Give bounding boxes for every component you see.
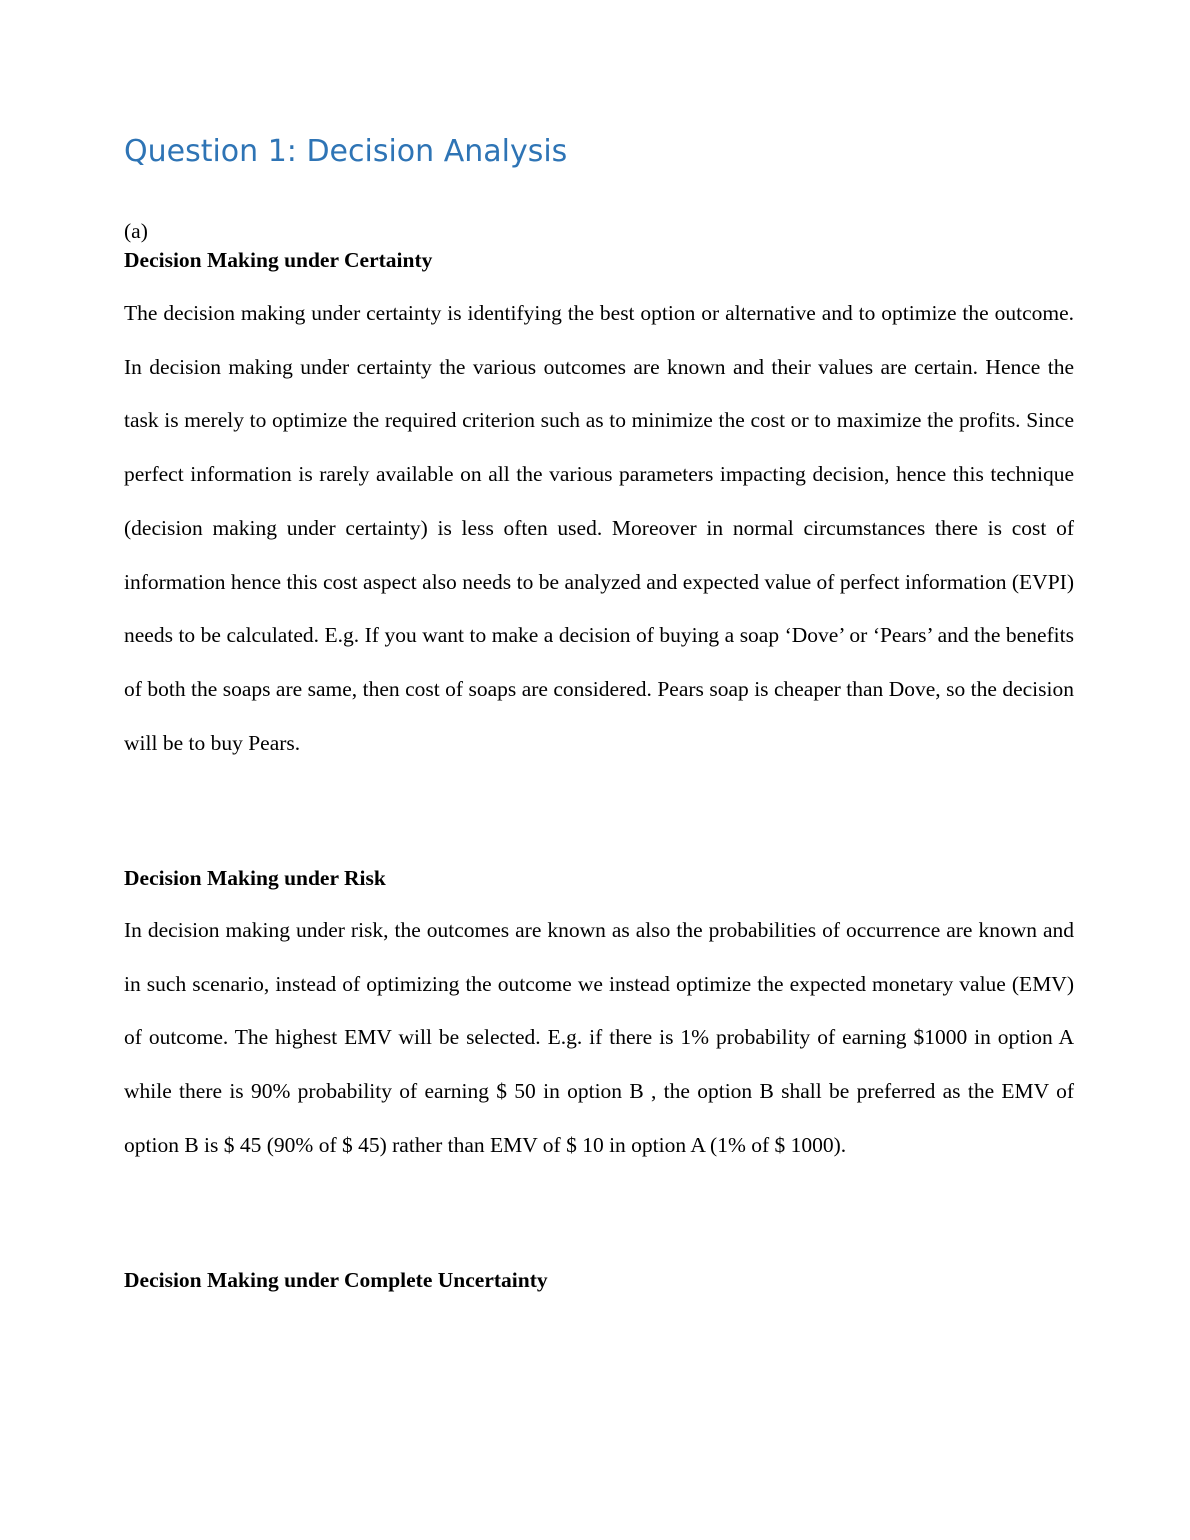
page-title: Question 1: Decision Analysis [124,134,568,169]
section-heading-risk: Decision Making under Risk [124,866,386,890]
section-heading-uncertainty: Decision Making under Complete Uncertainty [124,1268,548,1292]
part-label: (a) [124,219,148,243]
section-body-certainty: The decision making under certainty is identifying the best option or alternative and to optimize the outcome. In decision making under certainty the various outcomes are known and their values are certain. Hence the task is merely to optimize the required criterion such as to minimize the cost or to maximize the profits. Since perfect information is rarely available on all the various parameters impacting decision, hence this technique (decision making under certainty) is less often used. Moreover in normal circumstances there is cost of information hence this cost aspect also needs to be analyzed and expected value of perfect information (EVPI) needs to be calculated. E.g. If you want to make a decision of buying a soap ‘Dove’ or ‘Pears’ and the benefits of both the soaps are same, then cost of soaps are considered. Pears soap is cheaper than Dove, so the decision will be to buy Pears. [124,301,1074,755]
section-heading-certainty: Decision Making under Certainty [124,248,433,272]
section-body-risk: In decision making under risk, the outcomes are known as also the probabilities of occurrence are known and in such scenario, instead of optimizing the outcome we instead optimize the expected monetary value (EMV) of outcome. The highest EMV will be selected. E.g. if there is 1% probability of earning $1000 in option A while there is 90% probability of earning $ 50 in option B , the option B shall be preferred as the EMV of option B is $ 45 (90% of $ 45) rather than EMV of $ 10 in option A (1% of $ 1000). [124,918,1074,1157]
